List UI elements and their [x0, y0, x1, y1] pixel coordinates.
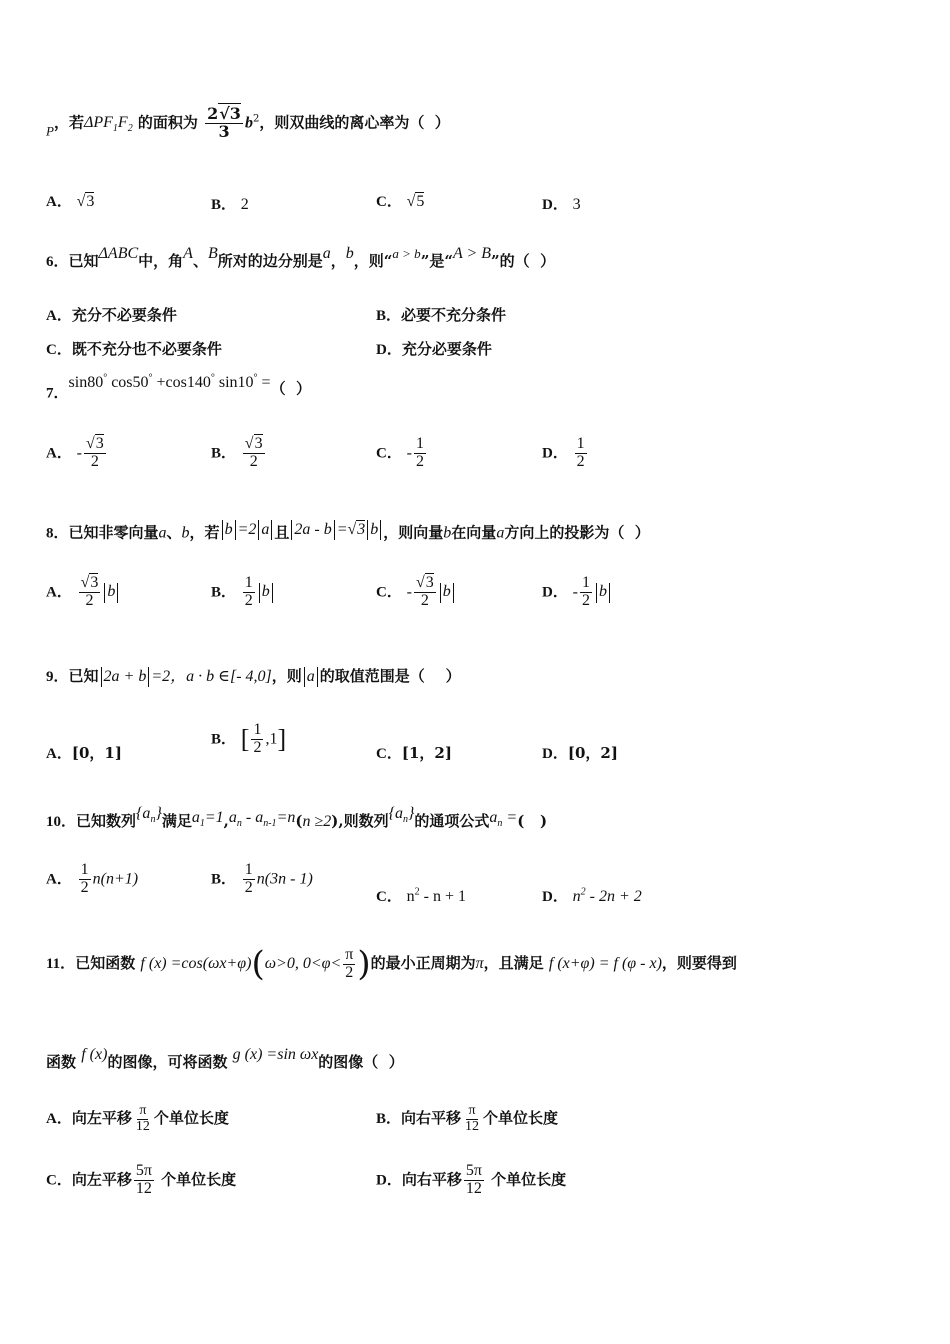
q6-stem: 6．已知ΔABC中，角A、B所对的边分别是a，b，则“a > b”是“A > B”的（ ） — [46, 245, 556, 270]
q7-option-d[interactable]: D． $\frac{1}{2}$ — [542, 435, 585, 470]
q5-option-c[interactable]: C． √5 — [376, 193, 425, 210]
q9-option-d[interactable]: D．[0，2] — [542, 744, 618, 762]
q11-option-d[interactable]: D．向右平移 $\frac{5\pi}{12}$ 个单位长度 — [376, 1162, 567, 1197]
q11-option-a[interactable]: A．向左平移 $\frac{\pi}{12}$ 个单位长度 — [46, 1103, 229, 1134]
q8-option-b[interactable]: B． $\frac{1}{2}$ b — [211, 575, 275, 610]
q8-option-c[interactable]: C． - $\frac{√3}{2}$ b — [376, 575, 456, 610]
q5-option-b[interactable]: B． 2 — [211, 196, 249, 213]
q9-option-a[interactable]: A．[0，1] — [46, 744, 122, 762]
q10-option-d[interactable]: D． $n^2 - 2n + 2$ — [542, 886, 642, 905]
q11-stem-line2: 函数 f (x)的图像，可将函数 g (x) =sin ωx的图像（ ） — [46, 1046, 404, 1071]
q5-option-d[interactable]: D． 3 — [542, 196, 581, 213]
q11-option-c[interactable]: C．向左平移 $\frac{5\pi}{12}$ 个单位长度 — [46, 1162, 237, 1197]
q10-option-b[interactable]: B． $\frac{1}{2}$ n(3n - 1) — [211, 861, 313, 896]
q6-option-b[interactable]: B．必要不充分条件 — [376, 306, 507, 324]
q10-option-c[interactable]: C． $n^2 - n + 1$ — [376, 886, 466, 905]
q5-option-a[interactable]: A． √3 — [46, 193, 95, 210]
q10-stem: 10．已知数列$\{a_n\}$满足$a_1=1,a_n - a_{n-1}=n(n \ge 2)$,则数列$\{a_n\}$的通项公式$a_n$ =( ) — [46, 805, 548, 830]
q9-option-c[interactable]: C．[1，2] — [376, 744, 452, 762]
q8-option-d[interactable]: D． - $\frac{1}{2}$ b — [542, 575, 612, 610]
q7-option-a[interactable]: A． - $\frac{√3}{2}$ — [46, 435, 104, 470]
q8-option-a[interactable]: A． $\frac{√3}{2}$ b — [46, 575, 120, 610]
q7-option-c[interactable]: C． - $\frac{1}{2}$ — [376, 435, 424, 470]
q9-option-b[interactable]: B． [ $\frac{1}{2}$ ,1] — [211, 721, 287, 756]
q6-option-c[interactable]: C．既不充分也不必要条件 — [46, 340, 222, 358]
q7-option-b[interactable]: B． $\frac{√3}{2}$ — [211, 435, 263, 470]
q7-stem: 7．sin80° cos50° +cos140° sin10° =（ ） — [46, 373, 312, 402]
q10-option-a[interactable]: A． $\frac{1}{2}$ n(n+1) — [46, 861, 139, 896]
q9-stem: 9．已知 2a + b =2，a · b ∈[- 4,0]，则 a 的取值范围是（ ） — [46, 663, 461, 687]
q8-stem: 8．已知非零向量a、b，若 b =2 a 且 2a - b =√3 b ，则向量b在向量a方向上的投影为（ ） — [46, 520, 650, 542]
q11-option-b[interactable]: B．向右平移 $\frac{\pi}{12}$ 个单位长度 — [376, 1103, 559, 1134]
q11-stem-line1: 11．已知函数 f (x) =cos(ωx+φ)(ω>0, 0<φ< $\frac{\pi}{2}$ )的最小正周期为π，且满足 f (x+φ) = f (φ - x)，则要得到 — [46, 944, 737, 984]
q6-option-d[interactable]: D．充分必要条件 — [376, 340, 492, 358]
q5-stem: P，若$\Delta PF_1F_2$ 的面积为 $\frac{2√3}{3}$ $b^2$，则双曲线的离心率为（ ） — [46, 104, 450, 141]
q6-option-a[interactable]: A．充分不必要条件 — [46, 306, 177, 324]
